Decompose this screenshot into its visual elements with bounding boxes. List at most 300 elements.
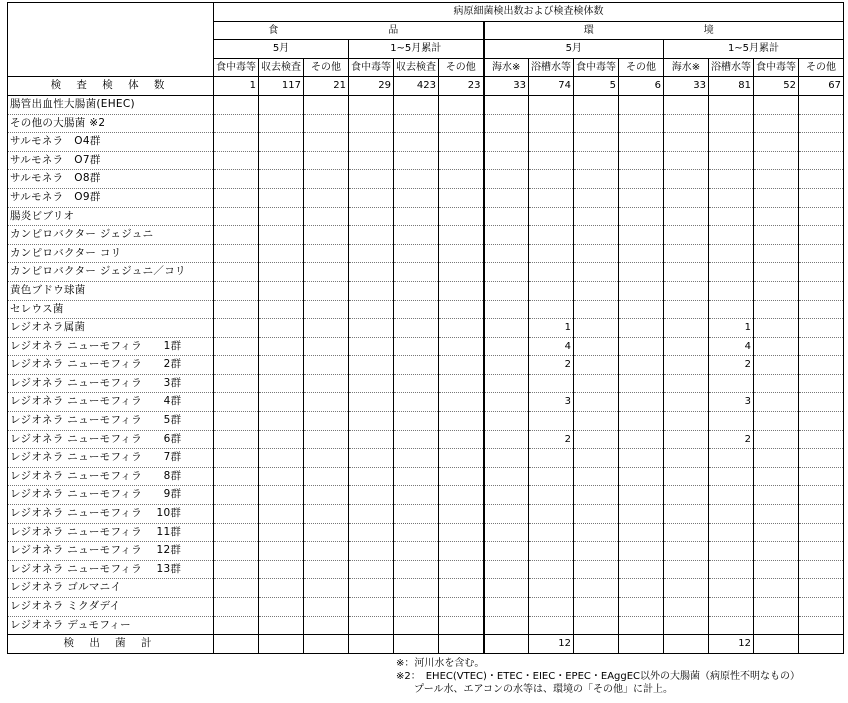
- cell-value: [304, 486, 349, 505]
- cell-value: [304, 393, 349, 412]
- cell-value: [214, 523, 259, 542]
- cell-value: [349, 207, 394, 226]
- cell-value: [304, 467, 349, 486]
- cell-value: [259, 374, 304, 393]
- cell-value: [259, 542, 304, 561]
- cell-value: [439, 449, 484, 468]
- col-food-month-1: 食中毒等: [214, 58, 259, 77]
- cell-value: [619, 505, 664, 524]
- cell-value: [304, 598, 349, 617]
- cell-value: [484, 598, 529, 617]
- cell-value: 12: [709, 635, 754, 654]
- cell-value: [619, 188, 664, 207]
- cell-value: [529, 244, 574, 263]
- table-row: [8, 467, 844, 486]
- cell-value: [439, 579, 484, 598]
- cell-value: [664, 319, 709, 338]
- col-food-month-2: 収去検査: [259, 58, 304, 77]
- row-label: セレウス菌: [8, 300, 214, 319]
- cell-value: [529, 95, 574, 114]
- cell-value: [574, 226, 619, 245]
- cell-value: [439, 598, 484, 617]
- cell-value: [799, 393, 844, 412]
- cell-value: [484, 207, 529, 226]
- cell-value: [799, 616, 844, 635]
- cell-value: [259, 560, 304, 579]
- cell-value: [709, 374, 754, 393]
- cell-value: [439, 114, 484, 133]
- cell-value: [484, 319, 529, 338]
- cell-value: [259, 133, 304, 152]
- cell-value: [709, 598, 754, 617]
- cell-value: 2: [709, 430, 754, 449]
- cell-value: [214, 374, 259, 393]
- cell-value: [754, 300, 799, 319]
- cell-value: [439, 393, 484, 412]
- cell-value: [439, 467, 484, 486]
- row-label: レジオネラ ニューモフィラ 10群: [8, 505, 214, 524]
- cell-value: [529, 542, 574, 561]
- cell-value: [799, 226, 844, 245]
- cell-value: [394, 560, 439, 579]
- cell-value: [304, 226, 349, 245]
- cell-value: [529, 374, 574, 393]
- cell-value: [799, 207, 844, 226]
- cell-value: [439, 151, 484, 170]
- table-row: [8, 486, 844, 505]
- cell-value: [304, 356, 349, 375]
- cell-value: [394, 300, 439, 319]
- cell-value: [214, 337, 259, 356]
- cell-value: [214, 281, 259, 300]
- cell-value: [439, 337, 484, 356]
- header-food: 食 品: [214, 21, 484, 40]
- cell-value: [214, 300, 259, 319]
- cell-value: [394, 412, 439, 431]
- cell-value: [619, 133, 664, 152]
- cell-value: [529, 412, 574, 431]
- cell-value: [214, 319, 259, 338]
- cell-value: [664, 393, 709, 412]
- cell-value: 3: [709, 393, 754, 412]
- cell-value: [394, 281, 439, 300]
- cell-value: [664, 356, 709, 375]
- row-label: レジオネラ ゴルマニイ: [8, 579, 214, 598]
- cell-value: [619, 542, 664, 561]
- row-label: 黄色ブドウ球菌: [8, 281, 214, 300]
- cell-value: [349, 244, 394, 263]
- cell-value: [619, 598, 664, 617]
- cell-value: [304, 300, 349, 319]
- cell-value: [349, 449, 394, 468]
- cell-value: 2: [709, 356, 754, 375]
- cell-value: [394, 207, 439, 226]
- header-row-period: [8, 40, 844, 59]
- cell-value: [619, 486, 664, 505]
- cell-value: [394, 579, 439, 598]
- row-label: カンピロバクター ジェジュニ: [8, 226, 214, 245]
- cell-value: [574, 133, 619, 152]
- cell-value: [664, 170, 709, 189]
- cell-value: [709, 263, 754, 282]
- cell-value: [709, 170, 754, 189]
- cell-value: [529, 133, 574, 152]
- cell-value: 117: [259, 77, 304, 96]
- cell-value: [754, 226, 799, 245]
- cell-value: [439, 542, 484, 561]
- cell-value: [799, 505, 844, 524]
- cell-value: [439, 319, 484, 338]
- cell-value: [439, 170, 484, 189]
- row-label: レジオネラ ニューモフィラ 13群: [8, 560, 214, 579]
- cell-value: [484, 226, 529, 245]
- cell-value: [664, 635, 709, 654]
- cell-value: [664, 263, 709, 282]
- cell-value: [439, 635, 484, 654]
- cell-value: [259, 635, 304, 654]
- cell-value: [799, 467, 844, 486]
- row-label: レジオネラ ニューモフィラ 7群: [8, 449, 214, 468]
- cell-value: [259, 263, 304, 282]
- table-row: [8, 374, 844, 393]
- row-label: レジオネラ ニューモフィラ 9群: [8, 486, 214, 505]
- cell-value: [484, 449, 529, 468]
- cell-value: [619, 170, 664, 189]
- cell-value: [754, 542, 799, 561]
- cell-value: [394, 319, 439, 338]
- cell-value: [664, 281, 709, 300]
- cell-value: [529, 579, 574, 598]
- cell-value: [439, 356, 484, 375]
- cell-value: [529, 300, 574, 319]
- cell-value: [349, 412, 394, 431]
- cell-value: [709, 226, 754, 245]
- row-label: サルモネラ O9群: [8, 188, 214, 207]
- cell-value: [529, 151, 574, 170]
- cell-value: [529, 598, 574, 617]
- cell-value: [439, 226, 484, 245]
- cell-value: [799, 133, 844, 152]
- cell-value: [394, 635, 439, 654]
- cell-value: [619, 356, 664, 375]
- cell-value: [439, 505, 484, 524]
- table-row: [8, 244, 844, 263]
- cell-value: [619, 226, 664, 245]
- cell-value: [754, 170, 799, 189]
- cell-value: [349, 319, 394, 338]
- cell-value: [439, 616, 484, 635]
- cell-value: [214, 244, 259, 263]
- cell-value: [754, 430, 799, 449]
- cell-value: [754, 95, 799, 114]
- row-label: レジオネラ ニューモフィラ 8群: [8, 467, 214, 486]
- cell-value: [799, 114, 844, 133]
- cell-value: 33: [664, 77, 709, 96]
- cell-value: [619, 449, 664, 468]
- cell-value: [394, 374, 439, 393]
- cell-value: [709, 486, 754, 505]
- cell-value: [439, 95, 484, 114]
- cell-value: [349, 598, 394, 617]
- cell-value: [799, 151, 844, 170]
- cell-value: 5: [574, 77, 619, 96]
- bacteria-detection-table: [7, 2, 844, 654]
- cell-value: [619, 430, 664, 449]
- cell-value: [304, 263, 349, 282]
- cell-value: 3: [529, 393, 574, 412]
- cell-value: [349, 170, 394, 189]
- cell-value: 21: [304, 77, 349, 96]
- cell-value: [304, 114, 349, 133]
- cell-value: [754, 486, 799, 505]
- header-top-title: 病原細菌検出数および検査検体数: [214, 3, 844, 22]
- cell-value: [439, 133, 484, 152]
- cell-value: [259, 449, 304, 468]
- cell-value: [394, 244, 439, 263]
- cell-value: [259, 356, 304, 375]
- cell-value: [529, 505, 574, 524]
- cell-value: 29: [349, 77, 394, 96]
- cell-value: [664, 95, 709, 114]
- table-row: [8, 170, 844, 189]
- cell-value: [754, 393, 799, 412]
- cell-value: [304, 412, 349, 431]
- row-label: レジオネラ ニューモフィラ 5群: [8, 412, 214, 431]
- cell-value: [799, 542, 844, 561]
- cell-value: [529, 226, 574, 245]
- cell-value: [304, 430, 349, 449]
- header-food-cumulative: 1~5月累計: [349, 40, 484, 59]
- cell-value: [754, 467, 799, 486]
- cell-value: [619, 616, 664, 635]
- table-row: [8, 393, 844, 412]
- cell-value: [574, 170, 619, 189]
- cell-value: [259, 616, 304, 635]
- col-food-cum-1: 食中毒等: [349, 58, 394, 77]
- cell-value: [709, 133, 754, 152]
- header-row-columns: [8, 58, 844, 77]
- cell-value: [484, 486, 529, 505]
- cell-value: [799, 356, 844, 375]
- cell-value: [529, 188, 574, 207]
- cell-value: [484, 374, 529, 393]
- cell-value: [259, 170, 304, 189]
- table-row: [8, 319, 844, 338]
- cell-value: [214, 188, 259, 207]
- cell-value: [259, 95, 304, 114]
- cell-value: [619, 263, 664, 282]
- cell-value: [709, 505, 754, 524]
- cell-value: [484, 356, 529, 375]
- cell-value: [349, 374, 394, 393]
- cell-value: [214, 393, 259, 412]
- cell-value: 67: [799, 77, 844, 96]
- table-row: [8, 133, 844, 152]
- cell-value: [259, 188, 304, 207]
- cell-value: [754, 412, 799, 431]
- cell-value: 2: [529, 430, 574, 449]
- cell-value: [259, 523, 304, 542]
- cell-value: [484, 95, 529, 114]
- cell-value: [214, 430, 259, 449]
- col-env-month-2: 浴槽水等: [529, 58, 574, 77]
- cell-value: [484, 579, 529, 598]
- cell-value: [439, 523, 484, 542]
- cell-value: [799, 579, 844, 598]
- row-label: 腸管出血性大腸菌(EHEC): [8, 95, 214, 114]
- cell-value: [619, 579, 664, 598]
- table-row: [8, 542, 844, 561]
- table-row: [8, 579, 844, 598]
- cell-value: [484, 133, 529, 152]
- cell-value: [394, 263, 439, 282]
- cell-value: [214, 598, 259, 617]
- cell-value: [349, 579, 394, 598]
- col-env-month-3: 食中毒等: [574, 58, 619, 77]
- header-env-month: 5月: [484, 40, 664, 59]
- table-row: [8, 151, 844, 170]
- cell-value: [799, 188, 844, 207]
- cell-value: [619, 635, 664, 654]
- cell-value: [799, 244, 844, 263]
- cell-value: [214, 467, 259, 486]
- cell-value: [664, 467, 709, 486]
- cell-value: [754, 616, 799, 635]
- table-row: [8, 449, 844, 468]
- cell-value: [349, 523, 394, 542]
- cell-value: [664, 114, 709, 133]
- cell-value: [754, 114, 799, 133]
- cell-value: [574, 244, 619, 263]
- cell-value: [259, 579, 304, 598]
- cell-value: [754, 319, 799, 338]
- cell-value: [484, 467, 529, 486]
- col-env-cum-2: 浴槽水等: [709, 58, 754, 77]
- cell-value: [349, 133, 394, 152]
- cell-value: [574, 467, 619, 486]
- cell-value: [574, 95, 619, 114]
- cell-value: [214, 616, 259, 635]
- table-row: [8, 505, 844, 524]
- row-label: 腸炎ビブリオ: [8, 207, 214, 226]
- cell-value: [259, 114, 304, 133]
- cell-value: [214, 486, 259, 505]
- cell-value: [664, 374, 709, 393]
- cell-value: [619, 300, 664, 319]
- cell-value: [214, 635, 259, 654]
- cell-value: [304, 95, 349, 114]
- cell-value: [574, 374, 619, 393]
- cell-value: [349, 95, 394, 114]
- cell-value: [259, 319, 304, 338]
- cell-value: [394, 151, 439, 170]
- cell-value: [754, 281, 799, 300]
- cell-value: [214, 95, 259, 114]
- cell-value: [754, 598, 799, 617]
- table-row: [8, 114, 844, 133]
- cell-value: [664, 560, 709, 579]
- cell-value: [394, 114, 439, 133]
- cell-value: 33: [484, 77, 529, 96]
- table-row: [8, 95, 844, 114]
- header-row-title: [8, 3, 844, 22]
- cell-value: [484, 542, 529, 561]
- cell-value: [349, 393, 394, 412]
- cell-value: 1: [709, 319, 754, 338]
- row-label: レジオネラ ニューモフィラ 1群: [8, 337, 214, 356]
- cell-value: [709, 560, 754, 579]
- cell-value: [799, 300, 844, 319]
- cell-value: [304, 188, 349, 207]
- cell-value: [259, 598, 304, 617]
- cell-value: [619, 467, 664, 486]
- cell-value: [304, 319, 349, 338]
- cell-value: [709, 412, 754, 431]
- cell-value: [349, 263, 394, 282]
- cell-value: [709, 542, 754, 561]
- cell-value: [259, 226, 304, 245]
- cell-value: [439, 207, 484, 226]
- cell-value: [754, 505, 799, 524]
- cell-value: [304, 281, 349, 300]
- footnote-1: ※：河川水を含む。: [396, 658, 485, 669]
- cell-value: [349, 188, 394, 207]
- cell-value: [439, 486, 484, 505]
- cell-value: [529, 207, 574, 226]
- cell-value: [619, 244, 664, 263]
- cell-value: [574, 207, 619, 226]
- cell-value: [439, 430, 484, 449]
- cell-value: [574, 151, 619, 170]
- cell-value: [664, 523, 709, 542]
- cell-value: [529, 263, 574, 282]
- row-label: サルモネラ O8群: [8, 170, 214, 189]
- col-env-cum-3: 食中毒等: [754, 58, 799, 77]
- header-environment: 環 境: [484, 21, 844, 40]
- cell-value: [304, 616, 349, 635]
- cell-value: [799, 337, 844, 356]
- cell-value: [619, 114, 664, 133]
- cell-value: [484, 337, 529, 356]
- cell-value: [799, 523, 844, 542]
- cell-value: [754, 244, 799, 263]
- cell-value: [214, 542, 259, 561]
- cell-value: [394, 170, 439, 189]
- cell-value: [394, 337, 439, 356]
- cell-value: [619, 393, 664, 412]
- table-row: [8, 430, 844, 449]
- cell-value: [664, 133, 709, 152]
- cell-value: [754, 337, 799, 356]
- table-row: [8, 263, 844, 282]
- cell-value: [214, 505, 259, 524]
- cell-value: [394, 356, 439, 375]
- cell-value: [799, 412, 844, 431]
- cell-value: [664, 300, 709, 319]
- cell-value: [664, 449, 709, 468]
- cell-value: [394, 467, 439, 486]
- cell-value: 1: [214, 77, 259, 96]
- detection-total-row: [8, 635, 844, 654]
- cell-value: [754, 560, 799, 579]
- col-env-cum-4: その他: [799, 58, 844, 77]
- table-row: [8, 598, 844, 617]
- cell-value: 423: [394, 77, 439, 96]
- cell-value: [304, 151, 349, 170]
- cell-value: 52: [754, 77, 799, 96]
- cell-value: [349, 542, 394, 561]
- cell-value: [349, 226, 394, 245]
